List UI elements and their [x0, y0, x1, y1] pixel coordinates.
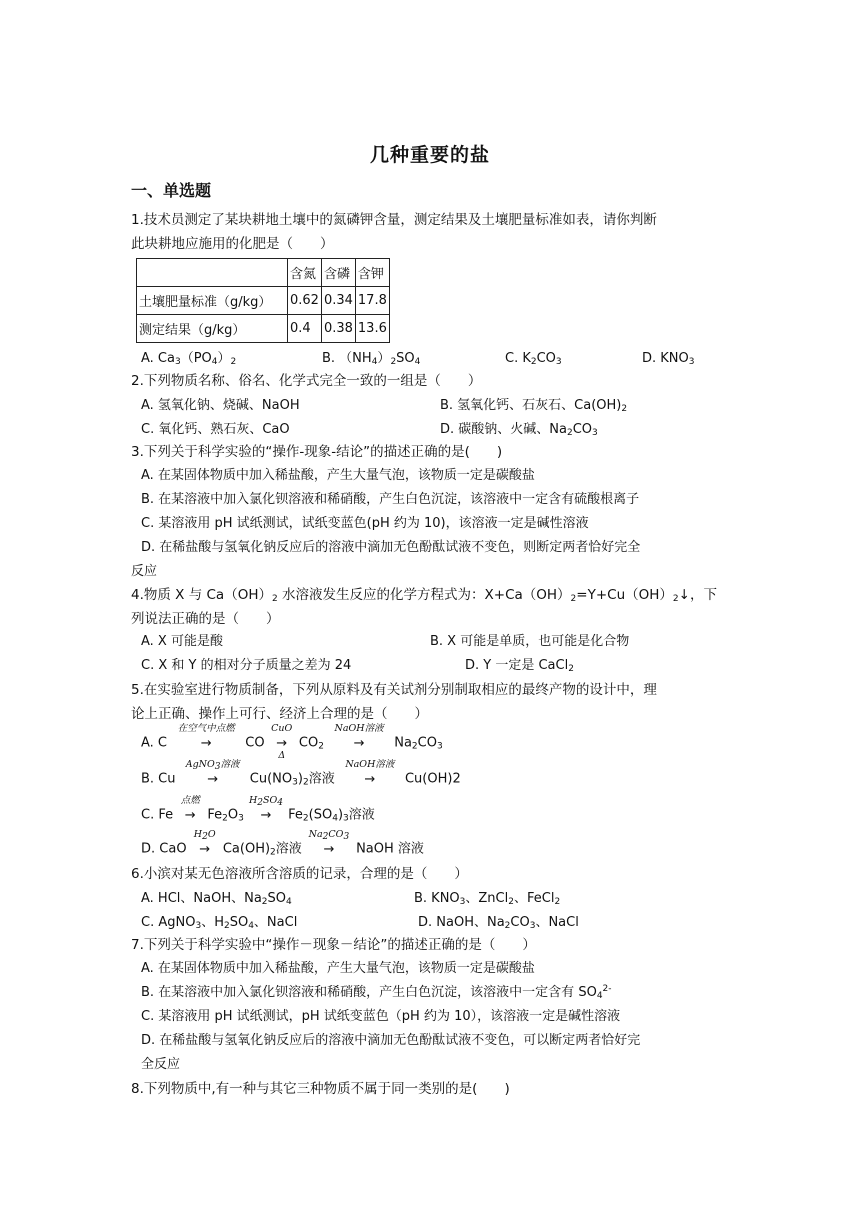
q2-option-b[interactable]: B. 氢氧化钙、石灰石、$Ca(OH)_2$: [440, 398, 628, 414]
q2-option-a[interactable]: A. 氢氧化钠、烧碱、NaOH: [141, 398, 300, 413]
section-title: 一、单选题: [131, 181, 212, 200]
soil-nutrient-table: [136, 258, 390, 343]
q4-option-b[interactable]: B. X 可能是单质，也可能是化合物: [430, 634, 630, 649]
reaction-arrow: AgNO$_3$溶液 →: [185, 759, 240, 787]
q4-option-a[interactable]: A. X 可能是酸: [141, 634, 223, 649]
q3-option-d-line1[interactable]: D. 在稀盐酸与氢氧化钠反应后的溶液中滴加无色酚酞试液不变色，则断定两者恰好完全: [141, 540, 641, 555]
q1-option-d[interactable]: D. $KNO_3$: [642, 351, 695, 367]
q6-option-d[interactable]: D. NaOH、$Na_2CO_3$、NaCl: [418, 915, 579, 931]
table-cell: 土壤肥量标准（g/kg）: [137, 287, 288, 315]
q3-stem: 3.下列关于科学实验的“操作-现象-结论”的描述正确的是( ): [131, 444, 503, 460]
q1-stem-line1: 1.技术员测定了某块耕地土壤中的氮磷钾含量，测定结果及土壤肥量标准如表，请你判断: [131, 212, 657, 228]
q4-option-c[interactable]: C. X 和 Y 的相对分子质量之差为 24: [141, 658, 352, 673]
q3-option-d-line2: 反应: [131, 564, 158, 579]
q7-option-d-line2: 全反应: [141, 1057, 181, 1072]
table-header-cell: 含磷: [321, 259, 355, 287]
q5-stem-line2: 论上正确、操作上可行、经济上合理的是（ ）: [131, 706, 428, 722]
q3-option-b[interactable]: B. 在某溶液中加入氯化钡溶液和稀硝酸，产生白色沉淀，该溶液中一定含有硫酸根离子: [141, 492, 640, 507]
table-row: [137, 315, 390, 343]
table-row: [137, 287, 390, 315]
table-header-row: [137, 259, 390, 287]
q5-option-b[interactable]: B. Cu AgNO$_3$溶液 → $Cu(NO_3)_2$溶液 NaOH溶液 → Cu(OH)2: [141, 759, 461, 788]
doc-title: 几种重要的盐: [369, 144, 490, 166]
q5-option-d[interactable]: D. CaO $H_2O$ → $Ca(OH)_2$溶液 $Na_2CO_3$ → NaOH 溶液: [141, 829, 424, 858]
table-cell: 17.8: [355, 287, 389, 315]
q3-option-c[interactable]: C. 某溶液用 pH 试纸测试，试纸变蓝色(pH 约为 10)，该溶液一定是碱性溶液: [141, 516, 589, 531]
q4-stem-line1: 4.物质 X 与 $Ca(OH)_2$ 水溶液发生反应的化学方程式为：$X+Ca(OH)_2=Y+Cu(OH)_2↓$，下: [131, 587, 717, 604]
q1-stem-line2: 此块耕地应施用的化肥是（ ）: [131, 236, 334, 252]
table-header-cell: 含钾: [355, 259, 389, 287]
q2-stem: 2.下列物质名称、俗名、化学式完全一致的一组是（ ）: [131, 373, 482, 389]
reaction-arrow: $H_2O$ →: [193, 829, 216, 857]
q2-option-d[interactable]: D. 碳酸钠、火碱、$Na_2CO_3$: [440, 422, 598, 438]
reaction-arrow: $Na_2CO_3$ →: [308, 829, 350, 857]
q5-stem-line1: 5.在实验室进行物质制备，下列从原料及有关试剂分别制取相应的最终产物的设计中，理: [131, 682, 657, 698]
q5-option-a[interactable]: A. C 在空气中点燃 → CO CuO → Δ $CO_2$ NaOH溶液 → $Na_2CO_3$: [141, 723, 443, 761]
q6-stem: 6.小滨对某无色溶液所含溶质的记录，合理的是（ ）: [131, 866, 468, 882]
table-header-cell: [137, 259, 288, 287]
q1-option-b[interactable]: B. $(NH_4)_2SO_4$: [322, 351, 421, 367]
table-header-cell: 含氮: [288, 259, 322, 287]
reaction-arrow: NaOH溶液 →: [345, 759, 395, 787]
q7-option-d-line1[interactable]: D. 在稀盐酸与氢氧化钠反应后的溶液中滴加无色酚酞试液不变色，可以断定两者恰好完: [141, 1033, 641, 1048]
reaction-arrow: CuO → Δ: [271, 723, 293, 761]
q6-option-b[interactable]: B. $KNO_3$、ZnCl$_2$、FeCl$_2$: [414, 891, 561, 907]
table-cell: 0.34: [321, 287, 355, 315]
q6-option-a[interactable]: A. HCl、NaOH、$Na_2SO_4$: [141, 891, 292, 907]
table-cell: 13.6: [355, 315, 389, 343]
q7-stem: 7.下列关于科学实验中“操作－现象－结论”的描述正确的是（ ）: [131, 937, 536, 953]
q4-option-d[interactable]: D. Y 一定是 CaCl$_2$: [465, 658, 574, 674]
reaction-arrow: $H_2SO_4$ →: [248, 795, 284, 823]
q2-option-c[interactable]: C. 氧化钙、熟石灰、CaO: [141, 422, 290, 437]
reaction-arrow: NaOH溶液 →: [334, 723, 384, 751]
q3-option-a[interactable]: A. 在某固体物质中加入稀盐酸，产生大量气泡，该物质一定是碳酸盐: [141, 468, 535, 483]
q1-option-a[interactable]: A. $Ca_3(PO_4)_2$: [141, 351, 237, 367]
q6-option-c[interactable]: C. AgNO$_3$、$H_2SO_4$、NaCl: [141, 915, 298, 931]
q4-stem-line2: 列说法正确的是（ ）: [131, 611, 280, 627]
q7-option-a[interactable]: A. 在某固体物质中加入稀盐酸，产生大量气泡，该物质一定是碳酸盐: [141, 961, 535, 976]
reaction-arrow: 在空气中点燃 →: [177, 723, 235, 751]
table-cell: 0.38: [321, 315, 355, 343]
table-cell: 0.62: [288, 287, 322, 315]
table-cell: 0.4: [288, 315, 322, 343]
table-cell: 测定结果（g/kg）: [137, 315, 288, 343]
q1-option-c[interactable]: C. $K_2CO_3$: [505, 351, 562, 367]
q8-stem: 8.下列物质中,有一种与其它三种物质不属于同一类别的是( ): [131, 1081, 510, 1097]
q7-option-b[interactable]: B. 在某溶液中加入氯化钡溶液和稀硝酸，产生白色沉淀，该溶液中一定含有 $SO_4^{2-}$: [141, 984, 612, 1001]
q7-option-c[interactable]: C. 某溶液用 pH 试纸测试，pH 试纸变蓝色（pH 约为 10），该溶液一定是碱性溶液: [141, 1009, 621, 1024]
reaction-arrow: 点燃 →: [180, 795, 200, 823]
q5-option-c[interactable]: C. Fe 点燃 → $Fe_2O_3$ $H_2SO_4$ → $Fe_2(SO_4)_3$溶液: [141, 795, 375, 824]
